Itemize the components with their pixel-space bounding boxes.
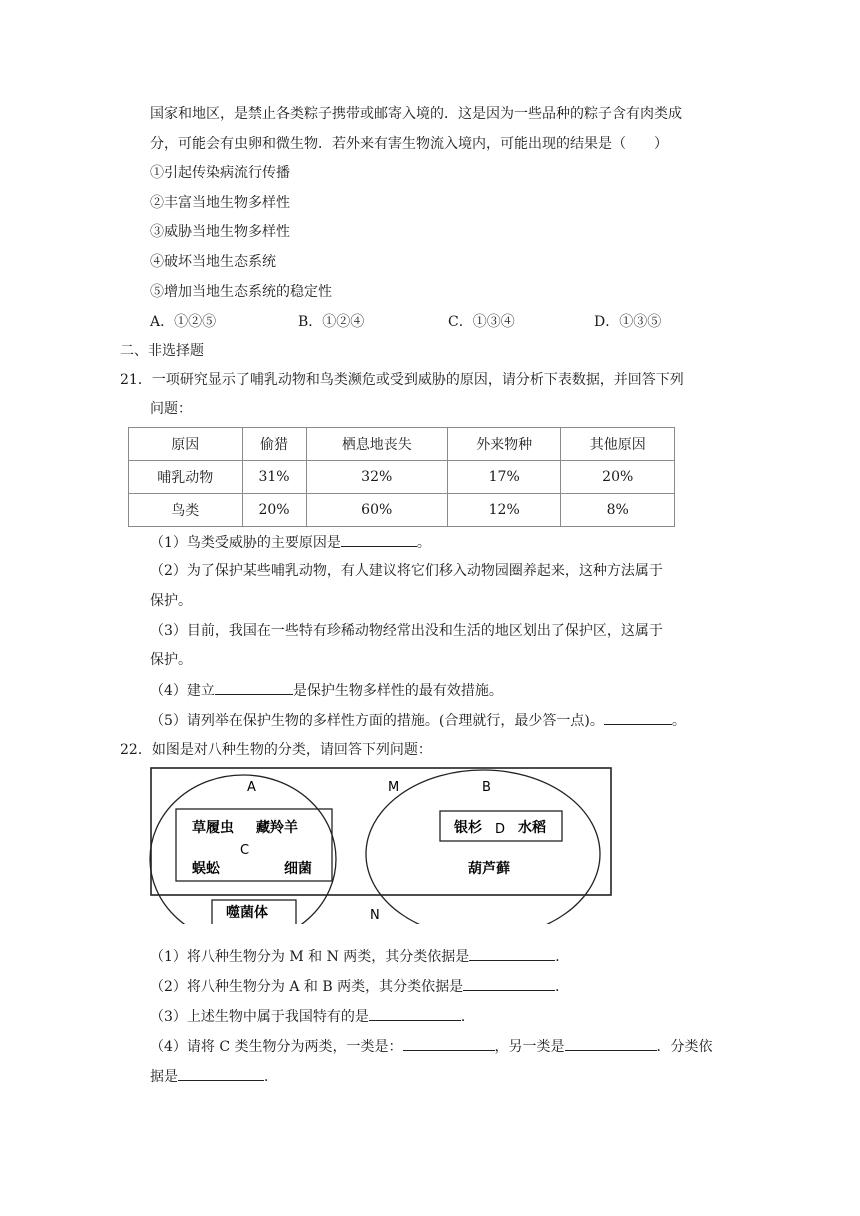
q21-sub4-end: 是保护生物多样性的最有效措施。	[292, 683, 503, 699]
answer-blank[interactable]	[604, 710, 672, 725]
q20-option-a: A．①②⑤	[150, 314, 217, 330]
q21-stem-line1: 21．一项研究显示了哺乳动物和鸟类濒危或受到威胁的原因，请分析下表数据，并回答下列	[120, 372, 684, 388]
organism-rice: 水稻	[518, 820, 546, 836]
organism-tibetan-antelope: 藏羚羊	[256, 820, 298, 836]
table-cell: 20%	[242, 494, 306, 527]
q21-sub4-text: （4）建立	[150, 683, 215, 699]
table-row	[129, 494, 675, 527]
table-header-cell: 偷猎	[242, 428, 306, 461]
organism-bacteria: 细菌	[284, 861, 312, 877]
organism-bacteriophage: 噬菌体	[226, 905, 268, 921]
q22-sub4-end: ．分类依	[656, 1039, 713, 1055]
q20-stem-line1: 国家和地区，是禁止各类粽子携带或邮寄入境的．这是因为一些品种的粽子含有肉类成	[150, 106, 682, 122]
label-c: C	[240, 843, 250, 858]
organism-paramecium: 草履虫	[192, 820, 234, 836]
q22-sub2-text: （2）将八种生物分为 A 和 B 两类，其分类依据是	[150, 979, 464, 995]
q21-sub5	[150, 710, 686, 731]
q22-sub1-text: （1）将八种生物分为 M 和 N 两类，其分类依据是	[150, 949, 470, 965]
table-header-cell: 栖息地丧失	[306, 428, 447, 461]
q20-option-b: B．①②④	[298, 314, 365, 330]
answer-blank[interactable]	[463, 976, 555, 991]
q20-option-c: C．①③④	[448, 314, 515, 330]
q21-sub1-text: （1）鸟类受威胁的主要原因是	[150, 535, 341, 551]
answer-blank[interactable]	[469, 946, 555, 961]
label-n: N	[370, 908, 380, 923]
table-cell: 鸟类	[129, 494, 243, 527]
label-d: D	[495, 822, 506, 837]
q22-sub2-end: ．	[555, 979, 570, 995]
q21-sub2-line1: （2）为了保护某些哺乳动物，有人建议将它们移入动物园圈养起来，这种方法属于	[150, 563, 663, 579]
answer-blank[interactable]	[369, 1006, 461, 1021]
q21-sub5-text: （5）请列举在保护生物的多样性方面的措施。(合理就行，最少答一点)。	[150, 713, 604, 729]
table-header-cell: 原因	[129, 428, 243, 461]
q22-sub2	[150, 976, 569, 997]
q22-sub4-mid: ，另一类是	[494, 1039, 565, 1055]
answer-blank[interactable]	[341, 532, 417, 547]
answer-blank[interactable]	[565, 1036, 657, 1051]
threat-data-table	[128, 427, 675, 527]
q20-option-d: D．①③⑤	[594, 314, 662, 330]
q21-sub1-end: 。	[416, 535, 431, 551]
q20-item-3: ③威胁当地生物多样性	[150, 224, 290, 240]
label-m: M	[388, 780, 400, 795]
q21-sub3-line2: 保护。	[150, 652, 192, 668]
classification-diagram	[146, 764, 616, 924]
q22-stem: 22．如图是对八种生物的分类，请回答下列问题：	[120, 742, 432, 758]
q22-sub4-line2	[150, 1066, 278, 1087]
section-title: 二、非选择题	[120, 343, 204, 359]
table-header-cell: 其他原因	[561, 428, 675, 461]
q22-sub1-end: ．	[555, 949, 570, 965]
answer-blank[interactable]	[215, 680, 293, 695]
q22-sub3	[150, 1006, 475, 1027]
table-cell: 17%	[447, 461, 561, 494]
q22-sub1	[150, 946, 569, 967]
answer-blank[interactable]	[403, 1036, 495, 1051]
table-cell: 32%	[306, 461, 447, 494]
q22-sub3-end: ．	[460, 1009, 475, 1025]
q21-sub2-line2: 保护。	[150, 593, 192, 609]
q21-stem-line2: 问题：	[150, 401, 192, 417]
table-cell: 12%	[447, 494, 561, 527]
table-cell: 20%	[561, 461, 675, 494]
q22-sub4-text: （4）请将 C 类生物分为两类，一类是：	[150, 1039, 403, 1055]
table-cell: 哺乳动物	[129, 461, 243, 494]
q21-sub1	[150, 532, 431, 553]
q20-item-5: ⑤增加当地生态系统的稳定性	[150, 284, 332, 300]
answer-blank[interactable]	[178, 1066, 264, 1081]
q22-sub4-line2-text: 据是	[150, 1069, 178, 1085]
organism-cathaya: 银杉	[454, 820, 482, 836]
q22-sub4-line2-end: ．	[264, 1069, 278, 1085]
organism-centipede: 蜈蚣	[192, 861, 220, 877]
q20-stem-line2: 分，可能会有虫卵和微生物．若外来有害生物流入境内，可能出现的结果是（ ）	[150, 136, 668, 152]
q20-item-1: ①引起传染病流行传播	[150, 165, 290, 181]
organism-funaria-moss: 葫芦藓	[468, 861, 510, 877]
q21-sub4	[150, 680, 503, 701]
q21-sub3-line1: （3）目前，我国在一些特有珍稀动物经常出没和生活的地区划出了保护区，这属于	[150, 623, 663, 639]
label-a: A	[247, 780, 256, 795]
table-header-cell: 外来物种	[447, 428, 561, 461]
table-cell: 8%	[561, 494, 675, 527]
q20-item-4: ④破坏当地生态系统	[150, 254, 276, 270]
q22-sub4-line1	[150, 1036, 713, 1057]
label-b: B	[482, 780, 491, 795]
table-row	[129, 461, 675, 494]
table-cell: 60%	[306, 494, 447, 527]
table-header-row	[129, 428, 675, 461]
q22-sub3-text: （3）上述生物中属于我国特有的是	[150, 1009, 369, 1025]
table-cell: 31%	[242, 461, 306, 494]
q20-item-2: ②丰富当地生物多样性	[150, 195, 290, 211]
q21-sub5-end: 。	[671, 713, 686, 729]
